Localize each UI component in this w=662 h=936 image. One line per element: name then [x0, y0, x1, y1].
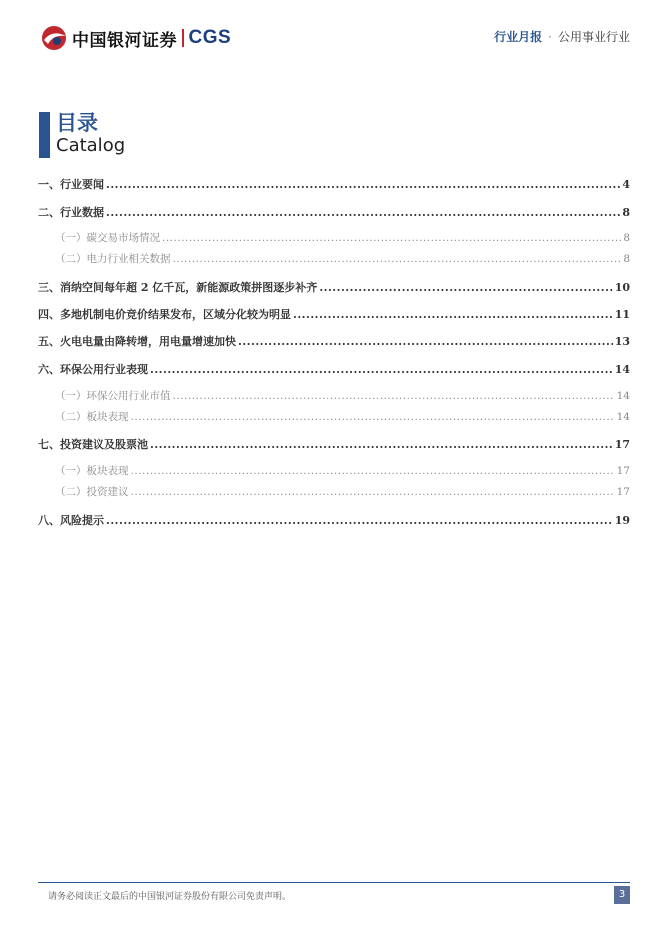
toc-entry-page: 17 [614, 438, 630, 451]
toc-entry-number: 七、 [38, 438, 60, 451]
toc-leader-dots [319, 281, 612, 294]
toc-entry-title: 多地机制电价竞价结果发布，区域分化较为明显 [60, 308, 291, 321]
toc-entry[interactable] [38, 204, 630, 220]
toc-entry-page: 17 [616, 465, 630, 477]
toc-entry-page: 8 [623, 232, 630, 244]
page-header [0, 0, 662, 60]
toc-entry-title: 火电电量由降转增，用电量增速加快 [60, 335, 236, 348]
toc-entry-page: 8 [623, 253, 630, 265]
toc-entry-page: 8 [622, 206, 630, 219]
logo-divider [182, 29, 184, 47]
toc-entry-title: 行业数据 [60, 206, 104, 219]
toc-entry[interactable] [38, 279, 630, 295]
toc-entry-page: 14 [614, 363, 630, 376]
toc-entry-title: 板块表现 [86, 411, 129, 423]
toc-entry-number: 一、 [38, 178, 60, 191]
toc-entry-number: 三、 [38, 281, 60, 294]
page-subtitle: Catalog [56, 135, 126, 156]
toc-leader-dots [131, 465, 615, 477]
toc-entry[interactable] [38, 333, 630, 349]
toc-entry[interactable] [38, 176, 630, 192]
toc-entry-title: 投资建议及股票池 [60, 438, 148, 451]
toc-leader-dots [150, 438, 613, 451]
toc-leader-dots [106, 178, 620, 191]
toc-entry-number: 五、 [38, 335, 60, 348]
toc-leader-dots [238, 335, 613, 348]
toc-entry-title: 板块表现 [86, 465, 129, 477]
toc-entry[interactable] [38, 512, 630, 528]
toc-entry-title: 环保公用行业表现 [60, 363, 148, 376]
toc-entry-page: 10 [614, 281, 630, 294]
toc-entry-page: 4 [622, 178, 630, 191]
header-separator: · [548, 30, 552, 44]
toc-entry-title: 行业要闻 [60, 178, 104, 191]
toc-entry-title: 环保公用行业市值 [86, 390, 171, 402]
toc-entry-page: 14 [616, 390, 630, 402]
toc-subentry[interactable] [38, 409, 630, 424]
footer-disclaimer: 请务必阅读正文最后的中国银河证券股份有限公司免责声明。 [48, 892, 292, 902]
toc-entry[interactable] [38, 436, 630, 452]
toc-subentry[interactable] [38, 251, 630, 266]
toc-entry-title: 消纳空间每年超 2 亿千瓦，新能源政策拼图逐步补齐 [60, 281, 318, 294]
toc-entry-number: （一） [55, 390, 87, 402]
industry-name: 公用事业行业 [557, 30, 630, 44]
toc-leader-dots [150, 363, 613, 376]
toc-subentry[interactable] [38, 463, 630, 478]
footer-divider [38, 882, 630, 883]
toc-entry[interactable] [38, 361, 630, 377]
toc-leader-dots [131, 411, 615, 423]
report-type: 行业月报 [494, 30, 543, 44]
toc-subentry[interactable] [38, 230, 630, 245]
title-accent-bar [39, 112, 50, 158]
toc-leader-dots [162, 232, 621, 244]
toc-entry-number: （二） [55, 253, 87, 265]
toc-entry-page: 19 [614, 514, 630, 527]
toc-entry-page: 17 [616, 486, 630, 498]
toc-entry[interactable] [38, 306, 630, 322]
page-number: 3 [614, 886, 630, 904]
toc-entry-title: 风险提示 [60, 514, 104, 527]
toc-subentry[interactable] [38, 484, 630, 499]
toc-entry-title: 碳交易市场情况 [86, 232, 160, 244]
toc-entry-number: 四、 [38, 308, 60, 321]
company-logo [40, 24, 231, 52]
toc-entry-number: （一） [55, 232, 87, 244]
toc-leader-dots [293, 308, 613, 321]
report-category [494, 28, 630, 45]
toc-entry-number: （二） [55, 411, 87, 423]
toc-leader-dots [106, 514, 613, 527]
toc-entry-title: 投资建议 [86, 486, 129, 498]
toc-leader-dots [131, 486, 615, 498]
toc-subentry[interactable] [38, 388, 630, 403]
logo-english-name: CGS [188, 27, 232, 48]
toc-entry-number: 二、 [38, 206, 60, 219]
toc-entry-title: 电力行业相关数据 [86, 253, 171, 265]
page-title: 目录 [56, 111, 98, 135]
toc-entry-number: （一） [55, 465, 87, 477]
toc-entry-page: 14 [616, 411, 630, 423]
toc-entry-page: 11 [614, 308, 630, 321]
toc-entry-page: 13 [614, 335, 630, 348]
toc-leader-dots [173, 390, 615, 402]
toc-leader-dots [106, 206, 620, 219]
toc-entry-number: 六、 [38, 363, 60, 376]
galaxy-logo-icon [40, 24, 68, 52]
toc-entry-number: （二） [55, 486, 87, 498]
toc-leader-dots [173, 253, 622, 265]
toc-entry-number: 八、 [38, 514, 60, 527]
logo-chinese-name: 中国银河证券 [72, 30, 177, 51]
